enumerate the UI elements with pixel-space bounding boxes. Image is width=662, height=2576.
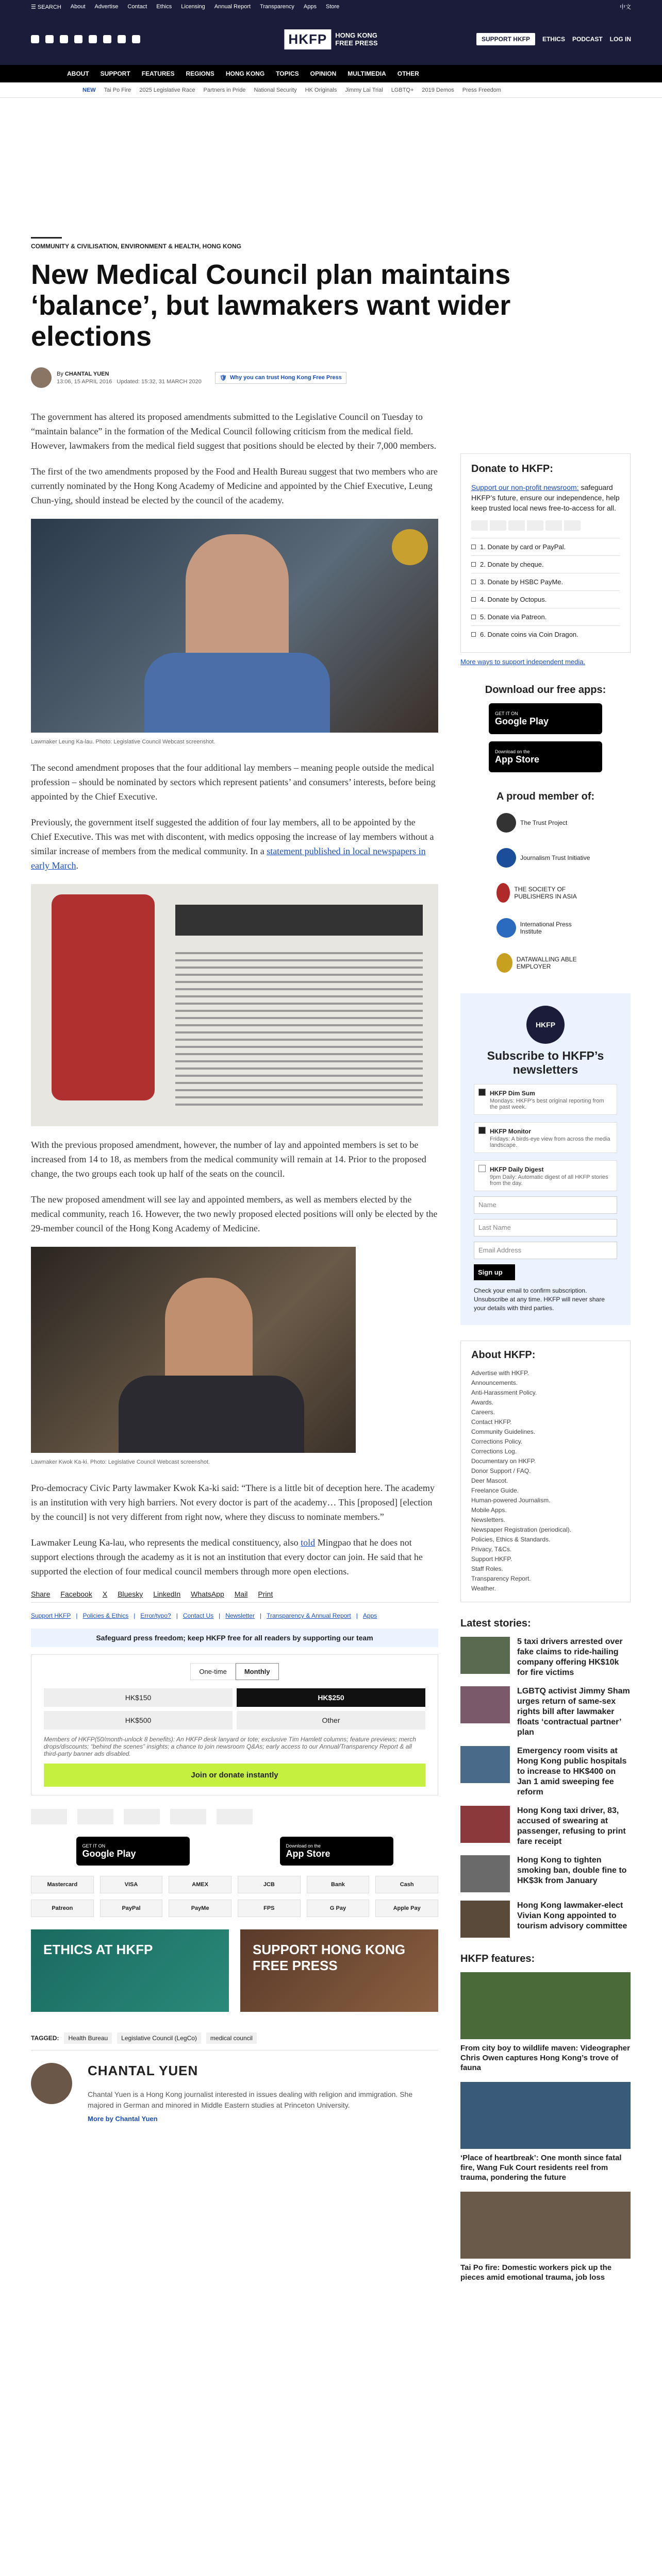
photo-leung-ka-lau xyxy=(31,519,438,733)
linkedin-icon[interactable] xyxy=(118,35,126,43)
photo-caption: Lawmaker Leung Ka-lau. Photo: Legislative Council Webcast screenshot. xyxy=(31,739,216,745)
about-link[interactable]: Announcements. xyxy=(471,1379,518,1386)
newspaper-statement-image xyxy=(31,884,438,1126)
newsletter-option[interactable]: HKFP Dim Sum Mondays: HKFP's best original reporting from the past week. xyxy=(474,1084,617,1115)
about-link[interactable]: Staff Roles. xyxy=(471,1565,503,1572)
paragraph: The government has altered its proposed amendments submitted to the Legislative Council on Tuesday to “maintain balance” in the formation of the Medical Council following criticism from the medical field. However, lawmakers from the medical field suggest that positions should be elected by their 7,000 members. xyxy=(31,412,437,451)
fps-icon: FPS xyxy=(238,1900,301,1917)
feature-item[interactable]: Tai Po fire: Domestic workers pick up the pieces amid emotional trauma, job loss xyxy=(460,2192,631,2282)
site-header xyxy=(0,13,662,65)
feature-item[interactable]: ‘Place of heartbreak’: One month since fatal fire, Wang Fuk Court residents reel from trauma, pondering the future xyxy=(460,2082,631,2182)
sopa-logo xyxy=(124,1809,160,1824)
x-icon[interactable] xyxy=(45,35,54,43)
google-play-button[interactable]: GET IT ON Google Play xyxy=(76,1837,190,1866)
trust-project-logo xyxy=(31,1809,67,1824)
story-item[interactable]: Emergency room visits at Hong Kong public hospitals to increase to HK$400 on Jan 1 amid sweeping fee reform xyxy=(460,1746,631,1798)
share-linkedin[interactable]: LinkedIn xyxy=(153,1590,181,1598)
ethics-video-promo[interactable]: ETHICS AT HKFP xyxy=(31,1929,229,2012)
paypal-icon: PayPal xyxy=(100,1900,163,1917)
about-link[interactable]: Policies, Ethics & Standards. xyxy=(471,1536,551,1543)
name-field[interactable]: Name xyxy=(474,1196,617,1214)
latest-stories: Latest stories: 5 taxi drivers arrested over fake claims to ride-hailing company offering HK$10k for fire victims LGBTQ activist Jimmy Sham urges return of same-sex rights bill after lawmaker floats ‘contractual partner’ plan Emergency room visits at Hong Kong public hospitals to increase to HK$400 on Jan 1 amid sweeping fee reform Hong Kong taxi driver, 83, accused of swearing at passenger, refusing to print fare receipt Hong Kong to tighten smoking ban, double fine to HK$3k from January Hong Kong lawmaker-elect Vivian Kong appointed to tourism advisory committee xyxy=(460,1618,631,1938)
paragraph: The new proposed amendment will see lay and appointed members, as well as members elected by the medical community, reach 16. However, the two newly proposed elected positions will only be elected by the 29-member council of the Hong Kong Academy of Medicine. xyxy=(31,1194,438,1233)
card-icon xyxy=(490,520,506,531)
updated-date: Updated: 15:32, 31 MARCH 2020 xyxy=(117,378,202,385)
visa-icon: VISA xyxy=(100,1876,163,1893)
contact-link[interactable]: Contact Us xyxy=(183,1612,214,1619)
paragraph: Previously, the government itself suggested the addition of four lay members, all to be appointed by the Chief Executive. This was met with discontent, with medics opposing the increase of lay members without a similar increase of members from the medical community. In a statement published in local newspapers in early March. xyxy=(31,817,434,871)
paragraph: Lawmaker Leung Ka-lau, who represents the medical constituency, also told Mingpao that he does not support elections through the academy as it is not an institution that every doctor can join. He said that he supported the election of four medical council members through more open elections. xyxy=(31,1537,423,1577)
article-title: New Medical Council plan maintains ‘balance’, but lawmakers want wider elections xyxy=(31,259,511,352)
topbar-about[interactable]: About xyxy=(70,4,86,10)
applepay-icon: Apple Pay xyxy=(375,1900,438,1917)
app-store-button[interactable]: Download on the App Store xyxy=(489,741,602,772)
tags-row: TAGGED: Health Bureau Legislative Council (LegCo) medical council xyxy=(31,2032,438,2050)
about-link[interactable]: Community Guidelines. xyxy=(471,1428,536,1435)
threads-icon[interactable] xyxy=(74,35,82,43)
feature-item[interactable]: From city boy to wildlife maven: Videographer Chris Owen captures Hong Kong’s trove of fauna xyxy=(460,1972,631,2073)
photo-kwok-ka-ki xyxy=(31,1247,356,1453)
about-link[interactable]: Support HKFP. xyxy=(471,1555,512,1563)
join-donate-button[interactable]: Join or donate instantly xyxy=(44,1764,425,1787)
topbar-apps[interactable]: Apps xyxy=(303,4,317,10)
nav-multimedia[interactable]: MULTIMEDIA xyxy=(347,70,386,77)
story-thumbnail xyxy=(460,1637,510,1674)
more-by-author-link[interactable]: More by Chantal Yuen xyxy=(88,2115,158,2123)
figure xyxy=(31,884,438,1126)
trending-nav xyxy=(0,82,662,98)
last-name-field[interactable]: Last Name xyxy=(474,1219,617,1236)
paragraph: Pro-democracy Civic Party lawmaker Kwok Ka-ki said: “There is a little bit of deception here. The academy is an institution with very high barriers. Not every doctor is part of the academy… This [proposed] [election by the council] is not very different from right now, where they discuss to nominate members.” xyxy=(31,1483,435,1522)
figure xyxy=(31,519,438,749)
patreon-icon: Patreon xyxy=(31,1900,94,1917)
share-bar xyxy=(31,1590,438,1603)
support-link[interactable]: Support HKFP xyxy=(31,1612,71,1619)
nav-hong-kong[interactable]: HONG KONG xyxy=(225,70,265,77)
amex-icon: AMEX xyxy=(169,1876,231,1893)
policies-link[interactable]: Policies & Ethics xyxy=(82,1612,129,1619)
card-icon xyxy=(545,520,562,531)
about-link[interactable]: Freelance Guide. xyxy=(471,1487,519,1494)
told-link[interactable]: told xyxy=(301,1537,316,1548)
trending-link[interactable]: HK Originals xyxy=(305,87,337,93)
about-link[interactable]: Mobile Apps. xyxy=(471,1506,507,1514)
share-x[interactable]: X xyxy=(102,1590,108,1598)
story-item[interactable]: Hong Kong to tighten smoking ban, double fine to HK$3k from January xyxy=(460,1855,631,1892)
trending-link[interactable]: 2025 Legislative Race xyxy=(139,87,195,93)
donate-box: Donate to HKFP: Support our non-profit newsroom: safeguard HKFP’s future, ensure our independence, help keep trusted local news free-to-access for all. 1. Donate by card or PayPal. 2. Donate by cheque. 3. Donate by HSBC PayMe. 4. Donate by Octopus. 5. Donate via Patreon. 6. Donate coins via Coin Dragon. xyxy=(460,453,631,653)
jti-logo[interactable]: Journalism Trust Initiative xyxy=(496,848,594,868)
amount-option[interactable]: HK$150 xyxy=(44,1688,233,1707)
apps-link[interactable]: Apps xyxy=(362,1612,377,1619)
about-link[interactable]: Careers. xyxy=(471,1409,495,1416)
checkbox[interactable] xyxy=(478,1165,486,1172)
amount-option[interactable]: HK$500 xyxy=(44,1711,233,1730)
sopa-logo[interactable]: THE SOCIETY OF PUBLISHERS IN ASIA xyxy=(496,883,594,903)
language-link[interactable]: 中文 xyxy=(620,4,631,10)
about-link[interactable]: Contact HKFP. xyxy=(471,1418,512,1426)
signup-button[interactable]: Sign up xyxy=(474,1264,515,1280)
feature-thumbnail xyxy=(460,2192,631,2259)
story-item[interactable]: LGBTQ activist Jimmy Sham urges return of same-sex rights bill after lawmaker floats ‘contractual partner’ plan xyxy=(460,1686,631,1738)
share-facebook[interactable]: Facebook xyxy=(60,1590,92,1598)
newsletter-link[interactable]: Newsletter xyxy=(225,1612,255,1619)
story-item[interactable]: Hong Kong taxi driver, 83, accused of swearing at passenger, refusing to print fare receipt xyxy=(460,1806,631,1847)
new-label: NEW xyxy=(82,87,96,93)
story-item[interactable]: 5 taxi drivers arrested over fake claims to ride-hailing company offering HK$10k for fire victims xyxy=(460,1637,631,1678)
about-link[interactable]: Corrections Policy. xyxy=(471,1438,523,1445)
transparency-link[interactable]: Transparency & Annual Report xyxy=(267,1612,351,1619)
ipi-logo[interactable]: International Press Institute xyxy=(496,918,594,938)
author-link[interactable]: CHANTAL YUEN xyxy=(64,370,109,377)
topbar-annual-report[interactable]: Annual Report xyxy=(214,4,251,10)
donate-option[interactable]: 2. Donate by cheque. xyxy=(471,555,620,573)
more-ways-link[interactable]: More ways to support independent media. xyxy=(460,658,586,666)
instagram-icon[interactable] xyxy=(60,35,68,43)
telegram-icon[interactable] xyxy=(103,35,111,43)
story-thumbnail xyxy=(460,1686,510,1723)
feature-thumbnail xyxy=(460,1972,631,2039)
donate-option[interactable]: 5. Donate via Patreon. xyxy=(471,608,620,625)
statement-link[interactable]: statement published in local newspapers in early March xyxy=(31,846,426,871)
bank-icon: Bank xyxy=(307,1876,370,1893)
gpay-icon: G Pay xyxy=(307,1900,370,1917)
photo-caption: Lawmaker Kwok Ka-ki. Photo: Legislative Council Webcast screenshot. xyxy=(31,1459,210,1465)
story-item[interactable]: Hong Kong lawmaker-elect Vivian Kong appointed to tourism advisory committee xyxy=(460,1901,631,1938)
app-store-button[interactable]: Download on the App Store xyxy=(280,1837,393,1866)
avatar xyxy=(31,367,52,388)
topbar-transparency[interactable]: Transparency xyxy=(260,4,294,10)
payment-methods xyxy=(31,1876,438,1917)
trending-link[interactable]: Tai Po Fire xyxy=(104,87,131,93)
trust-badge[interactable]: 🛡 Why you can trust Hong Kong Free Press xyxy=(215,372,346,384)
about-link[interactable]: Documentary on HKFP. xyxy=(471,1458,536,1465)
trending-link[interactable]: National Security xyxy=(254,87,297,93)
article-body xyxy=(31,410,438,1579)
author-name[interactable]: CHANTAL YUEN xyxy=(88,2063,198,2078)
author-avatar xyxy=(31,2063,72,2104)
tab-one-time[interactable]: One-time xyxy=(190,1663,235,1680)
author-bio: Chantal Yuen is a Hong Kong journalist interested in issues dealing with religion and immigration. She majored in German and minored in Middle Eastern studies at Princeton University. xyxy=(88,2090,413,2109)
topbar-store[interactable]: Store xyxy=(326,4,340,10)
trending-link[interactable]: 2019 Demos xyxy=(422,87,454,93)
trust-project-logo[interactable]: The Trust Project xyxy=(496,813,594,833)
story-thumbnail xyxy=(460,1806,510,1843)
about-link[interactable]: Corrections Log. xyxy=(471,1448,517,1455)
paragraph: With the previous proposed amendment, however, the number of lay and appointed members is set to be increased from 14 to 18, as members from the medical community will remain at 14. Prior to the proposed change, the two groups each took up half of the seats on the council. xyxy=(31,1140,426,1179)
topbar-advertise[interactable]: Advertise xyxy=(94,4,119,10)
about-link[interactable]: Newsletters. xyxy=(471,1516,506,1523)
nav-features[interactable]: FEATURES xyxy=(141,70,175,77)
rss-icon[interactable] xyxy=(132,35,140,43)
payme-icon: PayMe xyxy=(169,1900,231,1917)
newsletter-option[interactable]: HKFP Daily Digest 9pm Daily: Automatic digest of all HKFP stories from the day. xyxy=(474,1160,617,1191)
trending-link[interactable]: Press Freedom xyxy=(462,87,501,93)
checkbox[interactable] xyxy=(478,1089,486,1096)
login-link[interactable]: LOG IN xyxy=(609,36,631,43)
nav-other[interactable]: OTHER xyxy=(397,70,419,77)
employer-logo[interactable]: DATAWALLING ABLE EMPLOYER xyxy=(496,953,594,973)
ipi-logo xyxy=(170,1809,206,1824)
share-mail[interactable]: Mail xyxy=(234,1590,248,1598)
story-thumbnail xyxy=(460,1855,510,1892)
donate-option[interactable]: 4. Donate by Octopus. xyxy=(471,590,620,608)
nav-topics[interactable]: TOPICS xyxy=(276,70,299,77)
card-icon xyxy=(471,520,488,531)
share-link[interactable]: Share xyxy=(31,1590,51,1598)
nav-support[interactable]: SUPPORT xyxy=(100,70,130,77)
topbar-licensing[interactable]: Licensing xyxy=(181,4,205,10)
support-hkfp-button[interactable]: SUPPORT HKFP xyxy=(476,33,535,45)
about-link[interactable]: Deer Mascot. xyxy=(471,1477,508,1484)
tab-monthly[interactable]: Monthly xyxy=(236,1663,279,1680)
about-link[interactable]: Advertise with HKFP. xyxy=(471,1369,529,1377)
donate-option[interactable]: 3. Donate by HSBC PayMe. xyxy=(471,573,620,590)
nav-regions[interactable]: REGIONS xyxy=(186,70,214,77)
nav-opinion[interactable]: OPINION xyxy=(310,70,337,77)
payment-icons xyxy=(471,520,620,531)
topbar-ethics[interactable]: Ethics xyxy=(156,4,172,10)
cash-icon: Cash xyxy=(375,1876,438,1893)
tag-link[interactable]: Health Bureau xyxy=(64,2032,112,2044)
trending-link[interactable]: LGBTQ+ xyxy=(391,87,414,93)
top-bar xyxy=(0,0,662,13)
trending-link[interactable]: Partners in Pride xyxy=(203,87,246,93)
podcast-link[interactable]: PODCAST xyxy=(572,36,603,43)
safeguard-banner[interactable]: Safeguard press freedom; keep HKFP free for all readers by supporting our team xyxy=(31,1629,438,1647)
card-icon xyxy=(508,520,525,531)
donate-option[interactable]: 6. Donate coins via Coin Dragon. xyxy=(471,625,620,643)
author-box xyxy=(31,2063,438,2123)
about-link[interactable]: Human-powered Journalism. xyxy=(471,1497,551,1504)
donate-option[interactable]: 1. Donate by card or PayPal. xyxy=(471,538,620,555)
about-link[interactable]: Donor Support / FAQ. xyxy=(471,1467,531,1475)
shield-icon: 🛡 xyxy=(219,375,227,381)
jcb-icon: JCB xyxy=(238,1876,301,1893)
newsletter-box: HKFP Subscribe to HKFP’s newsletters HKFP Dim Sum Mondays: HKFP's best original reporting from the past week. HKFP Monitor Fridays: A birds-eye view from across the media landscape. HKFP Daily Digest 9pm Daily: Automatic digest of all HKFP stories from the day. Name Last Name Email Address Sign up Check your email to confirm subscription. Unsubscribe at any time. HKFP will never share your details with third parties. xyxy=(460,993,631,1325)
membership-note: Members of HKFP(50/month-unlock 8 benefits): An HKFP desk lanyard or tote; exclusive Tim Hamlett columns; feature previews; merch drops/discounts; “behind the scenes” insights; a chance to join newsroom Q&As; early access to our Annual/Transparency Report & all third-party banner ads disabled. xyxy=(44,1736,416,1757)
support-video-promo[interactable]: SUPPORT HONG KONG FREE PRESS xyxy=(240,1929,438,2012)
article-categories[interactable]: COMMUNITY & CIVILISATION, ENVIRONMENT & HEALTH, HONG KONG xyxy=(31,237,62,250)
tag-link[interactable]: Legislative Council (LegCo) xyxy=(117,2032,201,2044)
share-print[interactable]: Print xyxy=(258,1590,273,1598)
donate-widget xyxy=(31,1654,438,1795)
about-link[interactable]: Anti-Harassment Policy. xyxy=(471,1389,537,1396)
site-logo[interactable]: HKFP HONG KONG FREE PRESS xyxy=(284,29,377,49)
ethics-link[interactable]: ETHICS xyxy=(542,36,565,43)
about-link[interactable]: Weather. xyxy=(471,1585,496,1592)
employer-logo xyxy=(217,1809,253,1824)
checkbox[interactable] xyxy=(478,1127,486,1134)
figure xyxy=(31,1247,438,1469)
search-link[interactable]: ☰ SEARCH xyxy=(31,4,61,10)
story-thumbnail xyxy=(460,1901,510,1938)
footer-links: Support HKFP | Policies & Ethics | Error/typo? | Contact Us | Newsletter | Transparency & Annual Report | Apps xyxy=(31,1612,377,1619)
about-link[interactable]: Transparency Report. xyxy=(471,1575,531,1582)
byline: By CHANTAL YUEN 13:06, 15 APRIL 2016 Updated: 15:32, 31 MARCH 2020 🛡 Why you can trust Hong Kong Free Press xyxy=(31,367,438,388)
about-link[interactable]: Awards. xyxy=(471,1399,494,1406)
share-bluesky[interactable]: Bluesky xyxy=(118,1590,143,1598)
mastercard-icon: Mastercard xyxy=(31,1876,94,1893)
trending-link[interactable]: Jimmy Lai Trial xyxy=(345,87,383,93)
publish-date: 13:06, 15 APRIL 2016 xyxy=(57,378,112,385)
social-icons xyxy=(31,35,140,43)
card-icon xyxy=(527,520,543,531)
newsletter-option[interactable]: HKFP Monitor Fridays: A birds-eye view from across the media landscape. xyxy=(474,1122,617,1153)
hkfp-badge: HKFP xyxy=(526,1006,565,1044)
facebook-icon[interactable] xyxy=(31,35,39,43)
nav-about[interactable]: ABOUT xyxy=(67,70,89,77)
feature-thumbnail xyxy=(460,2082,631,2149)
about-link[interactable]: Newspaper Registration (periodical). xyxy=(471,1526,572,1533)
amount-option-selected[interactable]: HK$250 xyxy=(237,1688,425,1707)
paragraph: The second amendment proposes that the four additional lay members – meaning people outside the medical profession – should be nominated by sectors which represent patients’ and consumers’ interests, before being appointed by the Chief Executive. xyxy=(31,762,436,802)
topbar-contact[interactable]: Contact xyxy=(127,4,147,10)
amount-option[interactable]: Other xyxy=(237,1711,425,1730)
tag-link[interactable]: medical council xyxy=(206,2032,257,2044)
trust-logos xyxy=(31,1809,438,1824)
about-box: About HKFP: Advertise with HKFP. Announcements. Anti-Harassment Policy. Awards. Careers. Contact HKFP. Community Guidelines. Corrections Policy. Corrections Log. Documentary on HKFP. Donor Support / FAQ. Deer Mascot. Freelance Guide. Human-powered Journalism. Mobile Apps. Newsletters. Newspaper Registration (periodical). Policies, Ethics & Standards. Privacy, T&Cs. Support HKFP. Staff Roles. Transparency Report. Weather. xyxy=(460,1341,631,1602)
support-newsroom-link[interactable]: Support our non-profit newsroom: xyxy=(471,483,579,492)
youtube-icon[interactable] xyxy=(89,35,97,43)
google-play-button[interactable]: GET IT ON Google Play xyxy=(489,703,602,734)
error-link[interactable]: Error/typo? xyxy=(140,1612,171,1619)
share-whatsapp[interactable]: WhatsApp xyxy=(191,1590,224,1598)
main-nav xyxy=(0,65,662,82)
sidebar: Donate to HKFP: Support our non-profit newsroom: safeguard HKFP’s future, ensure our independence, help keep trusted local news free-to-access for all. 1. Donate by card or PayPal. 2. Donate by cheque. 3. Donate by HSBC PayMe. 4. Donate by Octopus. 5. Donate via Patreon. 6. Donate coins via Coin Dragon. More ways to support independent media. Download our free apps: GET IT ON Google Play Download on the App Store A proud member of: The Trust Project Journalism Trust Initiative THE SOCIETY OF PUBLISHERS IN ASIA International Press Institute DATAWALLING ABLE EMPLOYER HKFP Subscribe to HKFP’s newsletters HKFP Dim Sum Mondays: HKFP's best original reporting from the past week. HKFP Monitor Fridays: A birds-eye view from across the media landscape. HKFP Daily Digest 9pm Daily: Automatic digest of all HKFP stories from the day. Name Last Name Email Address Sign up Check your email to confirm subscription. Unsubscribe at any time. HKFP will never share your details with third parties. About HKFP: Advertise with HKFP. Announcements. Anti-Harassment Policy. Awards. Careers. Contact HKFP. Community Guidelines. Corrections Policy. Corrections Log. Documentary on HKFP. Donor Support / FAQ. Deer Mascot. Freelance Guide. Human-powered Journalism. Mobile Apps. Newsletters. Newspaper Registration (periodical). Policies, Ethics & Standards. Privacy, T&Cs. Support HKFP. Staff Roles. Transparency Report. Weather. Latest stories: 5 taxi drivers arrested over fake claims to ride-hailing company offering HK$10k for fire victims LGBTQ activist Jimmy Sham urges return of same-sex rights bill after lawmaker floats ‘contractual partner’ plan Emergency room visits at Hong Kong public hospitals to increase to HK$400 on Jan 1 amid sweeping fee reform Hong Kong taxi driver, 83, accused of swearing at passenger, refusing to print fare receipt Hong Kong to tighten smoking ban, double fine to HK$3k from January Hong Kong lawmaker-elect Vivian Kong appointed to tourism advisory committee HKFP features: From city boy to wildlife maven: Videographer Chris Owen captures Hong Kong’s trove of fauna ‘Place of heartbreak’: One month since fatal fire, Wang Fuk Court residents reel from trauma, pondering the future Tai Po fire: Domestic workers pick up the pieces amid emotional trauma, job loss xyxy=(460,453,631,2292)
email-field[interactable]: Email Address xyxy=(474,1242,617,1259)
card-icon xyxy=(564,520,581,531)
paragraph: The first of the two amendments proposed by the Food and Health Bureau suggest that two members who are currently nominated by the Hong Kong Academy of Medicine and appointed by the Chief Executive, Leung Chun-ying, should instead be elected by the council of the academy. xyxy=(31,466,438,505)
newsletter-note: Check your email to confirm subscription. Unsubscribe at any time. HKFP will never share your details with third parties. xyxy=(474,1287,605,1312)
story-thumbnail xyxy=(460,1746,510,1783)
features-section: HKFP features: From city boy to wildlife maven: Videographer Chris Owen captures Hong Kong’s trove of fauna ‘Place of heartbreak’: One month since fatal fire, Wang Fuk Court residents reel from trauma, pondering the future Tai Po fire: Domestic workers pick up the pieces amid emotional trauma, job loss xyxy=(460,1953,630,2282)
about-link[interactable]: Privacy, T&Cs. xyxy=(471,1546,512,1553)
jti-logo xyxy=(77,1809,113,1824)
